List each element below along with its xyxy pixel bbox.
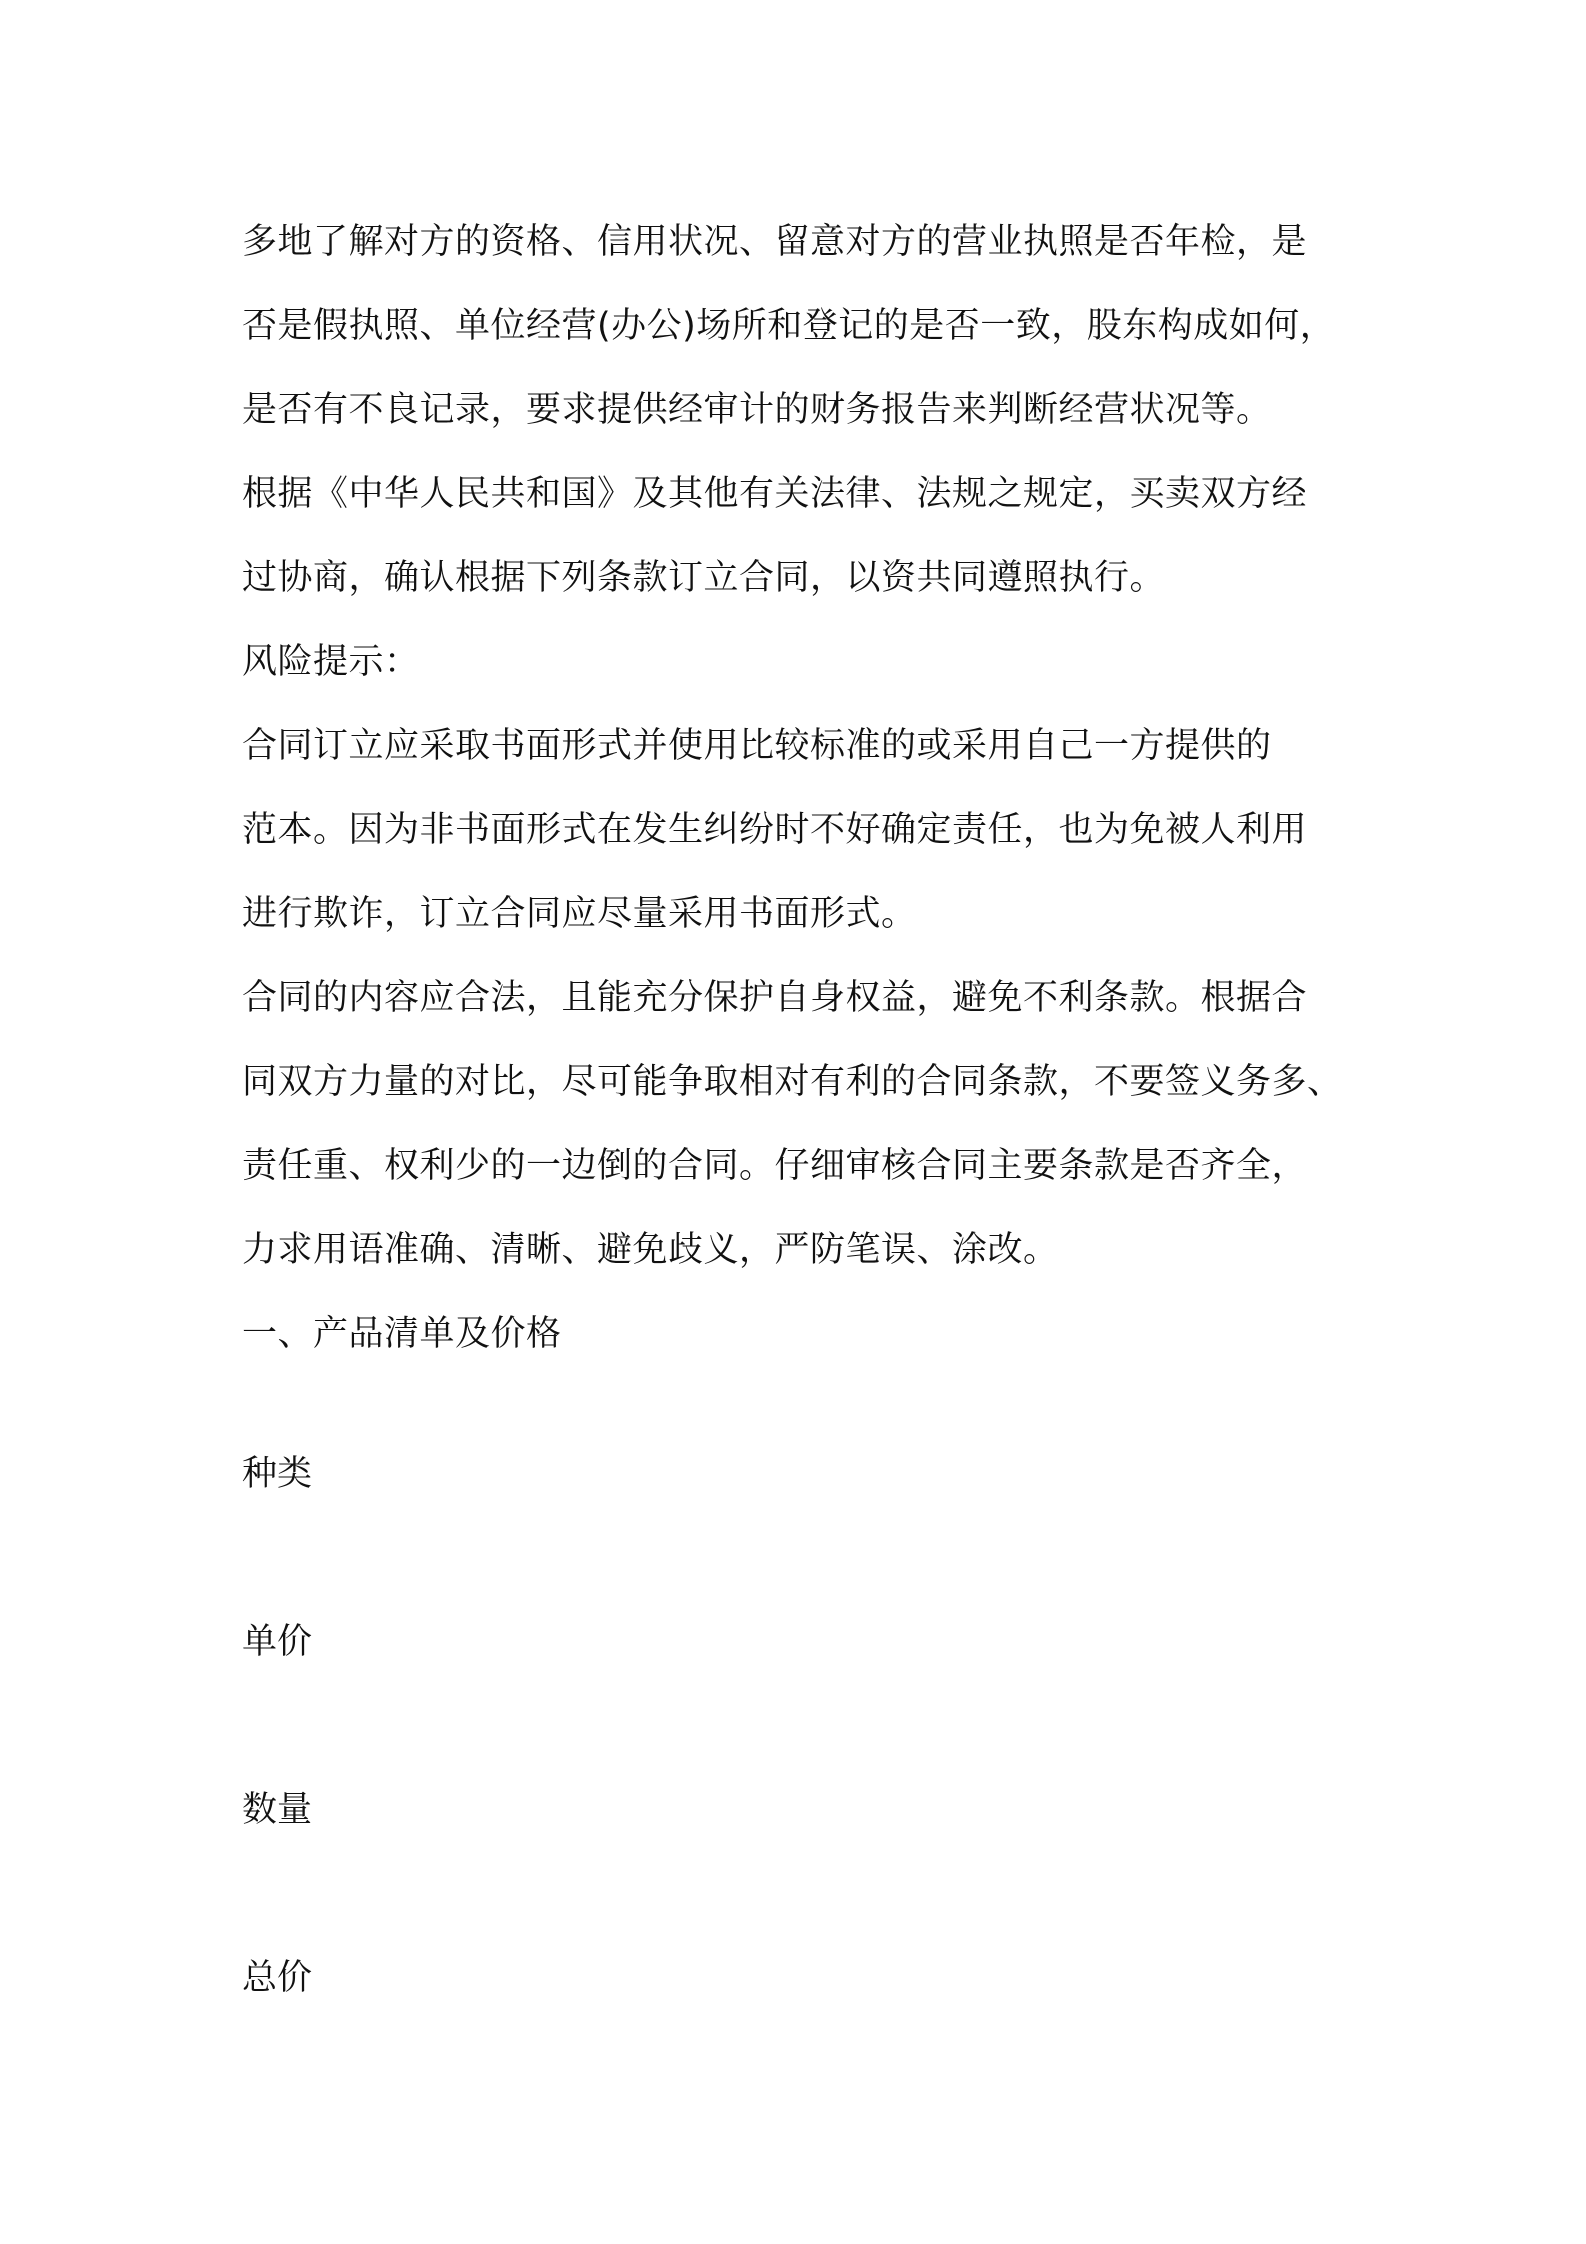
label-unit-price: 单价	[242, 1622, 313, 1662]
paragraph-line: 是否有不良记录，要求提供经审计的财务报告来判断经营状况等。	[242, 390, 1272, 430]
paragraph-line: 过协商，确认根据下列条款订立合同，以资共同遵照执行。	[242, 558, 1166, 598]
label-category: 种类	[242, 1454, 313, 1494]
label-quantity: 数量	[242, 1790, 313, 1830]
paragraph-line: 否是假执照、单位经营(办公)场所和登记的是否一致，股东构成如何，	[242, 306, 1336, 346]
paragraph-line: 合同的内容应合法，且能充分保护自身权益，避免不利条款。根据合	[242, 978, 1308, 1018]
label-total-price: 总价	[242, 1958, 313, 1998]
section-heading: 一、产品清单及价格	[242, 1314, 562, 1354]
paragraph-line: 合同订立应采取书面形式并使用比较标准的或采用自己一方提供的	[242, 726, 1272, 766]
paragraph-line: 力求用语准确、清晰、避免歧义，严防笔误、涂改。	[242, 1230, 1059, 1270]
document-body	[242, 200, 1358, 1376]
risk-heading: 风险提示：	[242, 642, 420, 682]
paragraph-line: 多地了解对方的资格、信用状况、留意对方的营业执照是否年检，是	[242, 222, 1308, 262]
paragraph-line: 根据《中华人民共和国》及其他有关法律、法规之规定，买卖双方经	[242, 474, 1308, 514]
paragraph-line: 同双方力量的对比，尽可能争取相对有利的合同条款，不要签义务多、	[242, 1062, 1343, 1102]
product-table-labels	[242, 1450, 742, 2122]
paragraph-line: 范本。因为非书面形式在发生纠纷时不好确定责任，也为免被人利用	[242, 810, 1308, 850]
paragraph-line: 责任重、权利少的一边倒的合同。仔细审核合同主要条款是否齐全，	[242, 1146, 1308, 1186]
paragraph-line: 进行欺诈，订立合同应尽量采用书面形式。	[242, 894, 917, 934]
